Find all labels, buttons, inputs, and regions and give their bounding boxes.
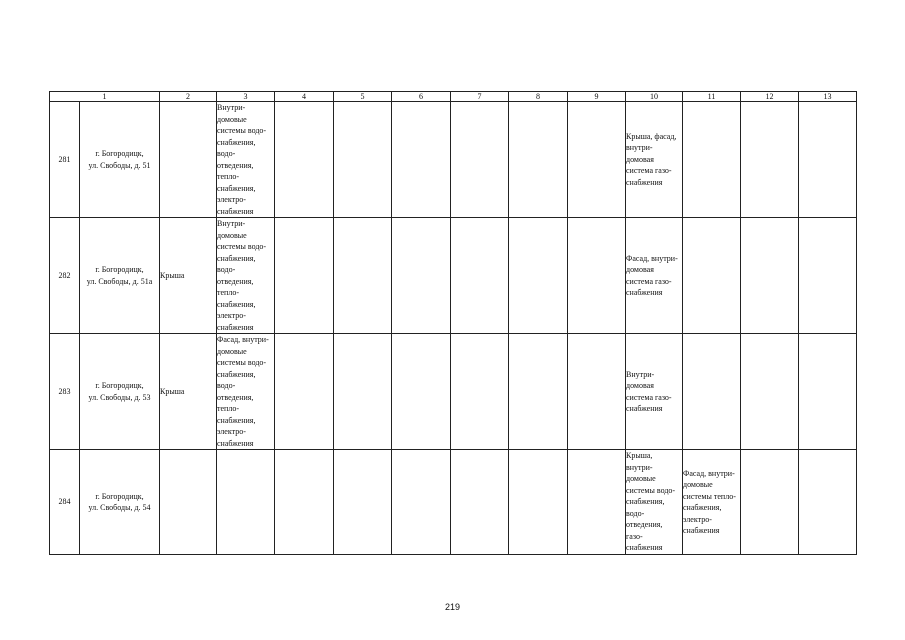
row-col-7 [451, 334, 509, 450]
header-col-3: 3 [217, 92, 275, 102]
header-col-7: 7 [451, 92, 509, 102]
row-col-2: Крыша [160, 218, 217, 334]
row-col-9 [568, 218, 626, 334]
row-col-3 [217, 450, 275, 555]
header-col-10: 10 [626, 92, 683, 102]
header-col-4: 4 [275, 92, 334, 102]
table-row [50, 450, 857, 555]
row-address: г. Богородицк, ул. Свободы, д. 54 [80, 450, 160, 555]
row-col-10: Крыша, фасад, внутри- домовая система газо- снабжения [626, 102, 683, 218]
row-col-10: Внутри- домовая система газо- снабжения [626, 334, 683, 450]
table-row [50, 102, 857, 218]
row-col-6 [392, 334, 451, 450]
page-number: 219 [444, 602, 461, 612]
row-col-8 [509, 450, 568, 555]
row-col-2: Крыша [160, 334, 217, 450]
row-number: 283 [50, 334, 80, 450]
row-col-5 [334, 450, 392, 555]
row-col-12 [741, 334, 799, 450]
row-col-4 [275, 334, 334, 450]
row-col-7 [451, 218, 509, 334]
row-col-6 [392, 218, 451, 334]
row-col-11 [683, 334, 741, 450]
row-col-6 [392, 102, 451, 218]
row-col-5 [334, 102, 392, 218]
row-col-4 [275, 450, 334, 555]
header-col-9: 9 [568, 92, 626, 102]
row-col-4 [275, 218, 334, 334]
header-col-5: 5 [334, 92, 392, 102]
row-col-12 [741, 218, 799, 334]
header-col-6: 6 [392, 92, 451, 102]
row-col-11 [683, 102, 741, 218]
row-address: г. Богородицк, ул. Свободы, д. 53 [80, 334, 160, 450]
header-col-1: 1 [50, 92, 160, 102]
row-col-13 [799, 334, 857, 450]
row-col-5 [334, 334, 392, 450]
row-col-5 [334, 218, 392, 334]
row-col-13 [799, 102, 857, 218]
row-col-6 [392, 450, 451, 555]
repair-schedule-table [49, 91, 857, 555]
row-col-3: Фасад, внутри- домовые системы водо- снабжения, водо- отведения, тепло- снабжения, электро- снабжения [217, 334, 275, 450]
row-col-9 [568, 102, 626, 218]
row-number: 281 [50, 102, 80, 218]
row-col-2 [160, 450, 217, 555]
header-row [50, 92, 857, 102]
row-col-10: Фасад, внутри- домовая система газо- снабжения [626, 218, 683, 334]
row-number: 284 [50, 450, 80, 555]
row-col-12 [741, 450, 799, 555]
row-col-9 [568, 450, 626, 555]
table-row [50, 218, 857, 334]
header-col-11: 11 [683, 92, 741, 102]
row-col-3: Внутри- домовые системы водо- снабжения, водо- отведения, тепло- снабжения, электро- снабжения [217, 102, 275, 218]
row-col-12 [741, 102, 799, 218]
row-col-7 [451, 102, 509, 218]
row-col-8 [509, 334, 568, 450]
row-col-8 [509, 218, 568, 334]
row-col-7 [451, 450, 509, 555]
row-col-13 [799, 218, 857, 334]
header-col-8: 8 [509, 92, 568, 102]
row-col-11 [683, 218, 741, 334]
header-col-13: 13 [799, 92, 857, 102]
row-col-9 [568, 334, 626, 450]
row-col-8 [509, 102, 568, 218]
row-col-2 [160, 102, 217, 218]
row-col-3: Внутри- домовые системы водо- снабжения, водо- отведения, тепло- снабжения, электро- снабжения [217, 218, 275, 334]
row-number: 282 [50, 218, 80, 334]
header-col-12: 12 [741, 92, 799, 102]
row-col-10: Крыша, внутри- домовые системы водо- снабжения, водо- отведения, газо- снабжения [626, 450, 683, 555]
row-col-4 [275, 102, 334, 218]
row-address: г. Богородицк, ул. Свободы, д. 51 [80, 102, 160, 218]
row-col-13 [799, 450, 857, 555]
row-col-11: Фасад, внутри- домовые системы тепло- снабжения, электро- снабжения [683, 450, 741, 555]
table-row [50, 334, 857, 450]
row-address: г. Богородицк, ул. Свободы, д. 51а [80, 218, 160, 334]
header-col-2: 2 [160, 92, 217, 102]
